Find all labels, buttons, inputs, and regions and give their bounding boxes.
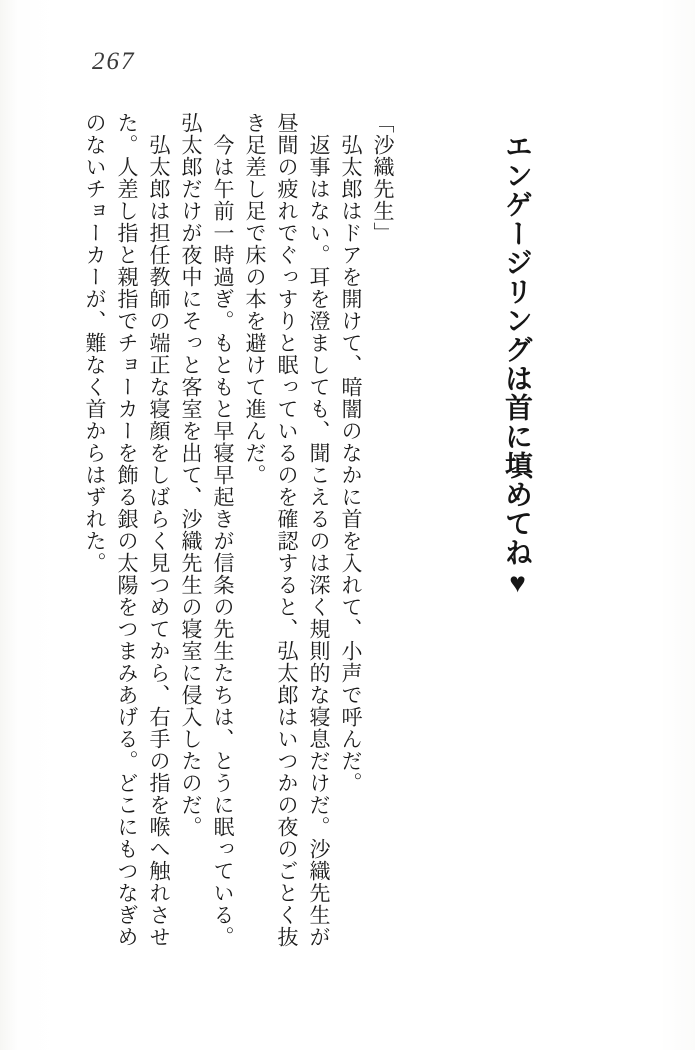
paragraph: 弘太郎は担任教師の端正な寝顔をしばらく見つめてから、右手の指を喉へ触れさせた。人差し指と親指でチョーカーを飾る銀の太陽をつまみあげる。どこにもつなぎめのないチョーカーが、難なく首からはずれた。 bbox=[83, 112, 171, 948]
section-title: エンゲージリングは首に填めてね♥ bbox=[502, 132, 533, 599]
dialogue-line: 「沙織先生」 bbox=[371, 112, 395, 244]
paragraph: 今は午前一時過ぎ。もともと早寝早起きが信条の先生たちは、とうに眠っている。弘太郎だけが夜中にそっと客室を出て、沙織先生の寝室に侵入したのだ。 bbox=[179, 112, 235, 948]
paragraph: 返事はない。耳を澄ましても、聞こえるのは深く規則的な寝息だけだ。沙織先生が昼間の疲れでぐっすりと眠っているのを確認すると、弘太郎はいつかの夜のごとく抜き足差し足で床の本を避けて進んだ。 bbox=[243, 112, 331, 948]
page-content bbox=[79, 112, 535, 952]
paragraph: 弘太郎はドアを開けて、暗闇のなかに首を入れて、小声で呼んだ。 bbox=[339, 134, 363, 794]
page-number: 267 bbox=[92, 48, 136, 75]
